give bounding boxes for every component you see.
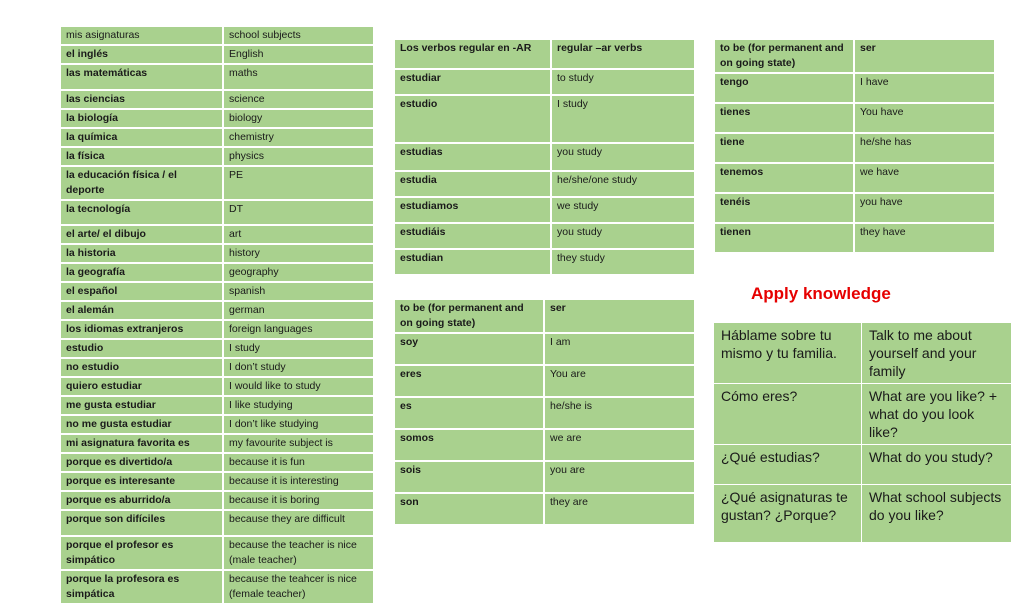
header-cell-english: school subjects xyxy=(223,26,374,45)
tener-conjugation-table xyxy=(713,38,996,254)
table-row xyxy=(714,103,995,133)
cell-english: I don’t like studying xyxy=(223,415,374,434)
table-row xyxy=(394,333,695,365)
table-row xyxy=(394,197,695,223)
cell-english: I study xyxy=(551,95,695,143)
cell-english: you study xyxy=(551,143,695,171)
cell-english: you have xyxy=(854,193,995,223)
cell-english: because it is interesting xyxy=(223,472,374,491)
table-header-row xyxy=(60,26,374,45)
cell-spanish: la historia xyxy=(60,244,223,263)
cell-spanish: estudio xyxy=(60,339,223,358)
cell-spanish: estudia xyxy=(394,171,551,197)
cell-spanish: somos xyxy=(394,429,544,461)
cell-spanish: porque la profesora es simpática xyxy=(60,570,223,604)
cell-english: What school subjects do you like? xyxy=(862,485,1012,543)
table-row xyxy=(60,263,374,282)
cell-english: because they are difficult xyxy=(223,510,374,536)
table-row xyxy=(394,397,695,429)
table-row xyxy=(60,128,374,147)
table-row xyxy=(394,493,695,525)
table-row xyxy=(60,45,374,64)
cell-spanish: son xyxy=(394,493,544,525)
cell-english: because the teacher is nice (male teacher) xyxy=(223,536,374,570)
cell-english: my favourite subject is xyxy=(223,434,374,453)
cell-english: german xyxy=(223,301,374,320)
table-row xyxy=(714,445,1012,485)
table-row xyxy=(60,301,374,320)
cell-english: DT xyxy=(223,200,374,225)
cell-spanish: tienes xyxy=(714,103,854,133)
table-row xyxy=(60,64,374,90)
cell-spanish: tenemos xyxy=(714,163,854,193)
cell-spanish: las ciencias xyxy=(60,90,223,109)
cell-spanish: el español xyxy=(60,282,223,301)
cell-spanish: Háblame sobre tu mismo y tu familia. xyxy=(714,323,862,384)
header-cell-english: regular –ar verbs xyxy=(551,39,695,69)
table-row xyxy=(394,461,695,493)
cell-spanish: tenéis xyxy=(714,193,854,223)
table-header-row xyxy=(714,39,995,73)
cell-english: geography xyxy=(223,263,374,282)
table-row xyxy=(60,166,374,200)
cell-english: science xyxy=(223,90,374,109)
table-row xyxy=(714,163,995,193)
cell-english: they study xyxy=(551,249,695,275)
cell-english: we study xyxy=(551,197,695,223)
cell-english: biology xyxy=(223,109,374,128)
table-row xyxy=(394,143,695,171)
cell-spanish: mi asignatura favorita es xyxy=(60,434,223,453)
table-row xyxy=(714,384,1012,445)
table-row xyxy=(60,109,374,128)
cell-spanish: estudiamos xyxy=(394,197,551,223)
table-row xyxy=(60,358,374,377)
cell-spanish: estudian xyxy=(394,249,551,275)
table-row xyxy=(60,453,374,472)
table-row xyxy=(60,225,374,244)
table-row xyxy=(60,147,374,166)
cell-spanish: el arte/ el dibujo xyxy=(60,225,223,244)
table-row xyxy=(60,90,374,109)
table-row xyxy=(714,223,995,253)
table-header-row xyxy=(394,39,695,69)
cell-spanish: soy xyxy=(394,333,544,365)
apply-knowledge-title: Apply knowledge xyxy=(751,284,891,303)
cell-english: because the teahcer is nice (female teacher) xyxy=(223,570,374,604)
cell-english: he/she/one study xyxy=(551,171,695,197)
cell-english: foreign languages xyxy=(223,320,374,339)
cell-english: physics xyxy=(223,147,374,166)
table-row xyxy=(60,491,374,510)
cell-spanish: no estudio xyxy=(60,358,223,377)
header-cell-english: to be (for permanent and on going state) xyxy=(394,299,544,333)
apply-knowledge-table xyxy=(713,322,1012,543)
table-row xyxy=(394,429,695,461)
table-row xyxy=(714,193,995,223)
table-row xyxy=(60,472,374,491)
cell-spanish: porque son difíciles xyxy=(60,510,223,536)
cell-spanish: porque es aburrido/a xyxy=(60,491,223,510)
table-row xyxy=(394,95,695,143)
cell-english: we are xyxy=(544,429,695,461)
cell-spanish: estudias xyxy=(394,143,551,171)
table-row xyxy=(714,133,995,163)
cell-spanish: estudiar xyxy=(394,69,551,95)
cell-english: history xyxy=(223,244,374,263)
cell-spanish: la física xyxy=(60,147,223,166)
ar-verbs-table xyxy=(393,38,696,276)
table-row xyxy=(714,73,995,103)
table-row xyxy=(60,377,374,396)
cell-spanish: tiene xyxy=(714,133,854,163)
header-cell-english: to be (for permanent and on going state) xyxy=(714,39,854,73)
cell-english: he/she has xyxy=(854,133,995,163)
cell-spanish: estudiáis xyxy=(394,223,551,249)
cell-english: You are xyxy=(544,365,695,397)
table-row xyxy=(60,510,374,536)
table-row xyxy=(60,244,374,263)
cell-spanish: me gusta estudiar xyxy=(60,396,223,415)
cell-english: to study xyxy=(551,69,695,95)
cell-english: You have xyxy=(854,103,995,133)
cell-spanish: es xyxy=(394,397,544,429)
cell-spanish: quiero estudiar xyxy=(60,377,223,396)
ser-conjugation-table xyxy=(393,298,696,526)
cell-english: maths xyxy=(223,64,374,90)
cell-english: I like studying xyxy=(223,396,374,415)
cell-english: they are xyxy=(544,493,695,525)
cell-spanish: la geografía xyxy=(60,263,223,282)
cell-spanish: tengo xyxy=(714,73,854,103)
cell-spanish: tienen xyxy=(714,223,854,253)
cell-spanish: ¿Qué estudias? xyxy=(714,445,862,485)
cell-spanish: Cómo eres? xyxy=(714,384,862,445)
cell-english: they have xyxy=(854,223,995,253)
cell-spanish: porque es interesante xyxy=(60,472,223,491)
table-row xyxy=(60,339,374,358)
cell-english: I have xyxy=(854,73,995,103)
table-row xyxy=(60,536,374,570)
header-cell-spanish: mis asignaturas xyxy=(60,26,223,45)
cell-english: PE xyxy=(223,166,374,200)
cell-spanish: el inglés xyxy=(60,45,223,64)
cell-spanish: la química xyxy=(60,128,223,147)
cell-spanish: el alemán xyxy=(60,301,223,320)
cell-spanish: estudio xyxy=(394,95,551,143)
cell-english: you are xyxy=(544,461,695,493)
cell-english: chemistry xyxy=(223,128,374,147)
cell-english: I am xyxy=(544,333,695,365)
table-row xyxy=(60,434,374,453)
header-cell-spanish: ser xyxy=(544,299,695,333)
header-cell-spanish: ser xyxy=(854,39,995,73)
school-subjects-table xyxy=(59,25,375,605)
table-row xyxy=(394,365,695,397)
table-row xyxy=(394,223,695,249)
cell-english: What are you like? + what do you look like? xyxy=(862,384,1012,445)
table-row xyxy=(394,249,695,275)
table-row xyxy=(60,200,374,225)
table-row xyxy=(394,171,695,197)
cell-english: you study xyxy=(551,223,695,249)
cell-english: I would like to study xyxy=(223,377,374,396)
cell-spanish: la tecnología xyxy=(60,200,223,225)
cell-english: art xyxy=(223,225,374,244)
table-row xyxy=(714,323,1012,384)
table-row xyxy=(60,320,374,339)
cell-spanish: porque el profesor es simpático xyxy=(60,536,223,570)
header-cell-spanish: Los verbos regular en -AR xyxy=(394,39,551,69)
cell-spanish: los idiomas extranjeros xyxy=(60,320,223,339)
table-row xyxy=(394,69,695,95)
table-header-row xyxy=(394,299,695,333)
cell-english: he/she is xyxy=(544,397,695,429)
table-row xyxy=(60,282,374,301)
cell-english: I study xyxy=(223,339,374,358)
cell-spanish: las matemáticas xyxy=(60,64,223,90)
cell-spanish: porque es divertido/a xyxy=(60,453,223,472)
table-row xyxy=(714,485,1012,543)
table-row xyxy=(60,415,374,434)
cell-spanish: eres xyxy=(394,365,544,397)
cell-english: I don’t study xyxy=(223,358,374,377)
cell-english: What do you study? xyxy=(862,445,1012,485)
cell-spanish: ¿Qué asignaturas te gustan? ¿Porque? xyxy=(714,485,862,543)
cell-english: we have xyxy=(854,163,995,193)
table-row xyxy=(60,396,374,415)
cell-english: because it is fun xyxy=(223,453,374,472)
cell-spanish: no me gusta estudiar xyxy=(60,415,223,434)
cell-english: English xyxy=(223,45,374,64)
cell-english: because it is boring xyxy=(223,491,374,510)
cell-spanish: la educación física / el deporte xyxy=(60,166,223,200)
table-row xyxy=(60,570,374,604)
cell-spanish: la biología xyxy=(60,109,223,128)
cell-english: Talk to me about yourself and your family xyxy=(862,323,1012,384)
cell-spanish: sois xyxy=(394,461,544,493)
cell-english: spanish xyxy=(223,282,374,301)
